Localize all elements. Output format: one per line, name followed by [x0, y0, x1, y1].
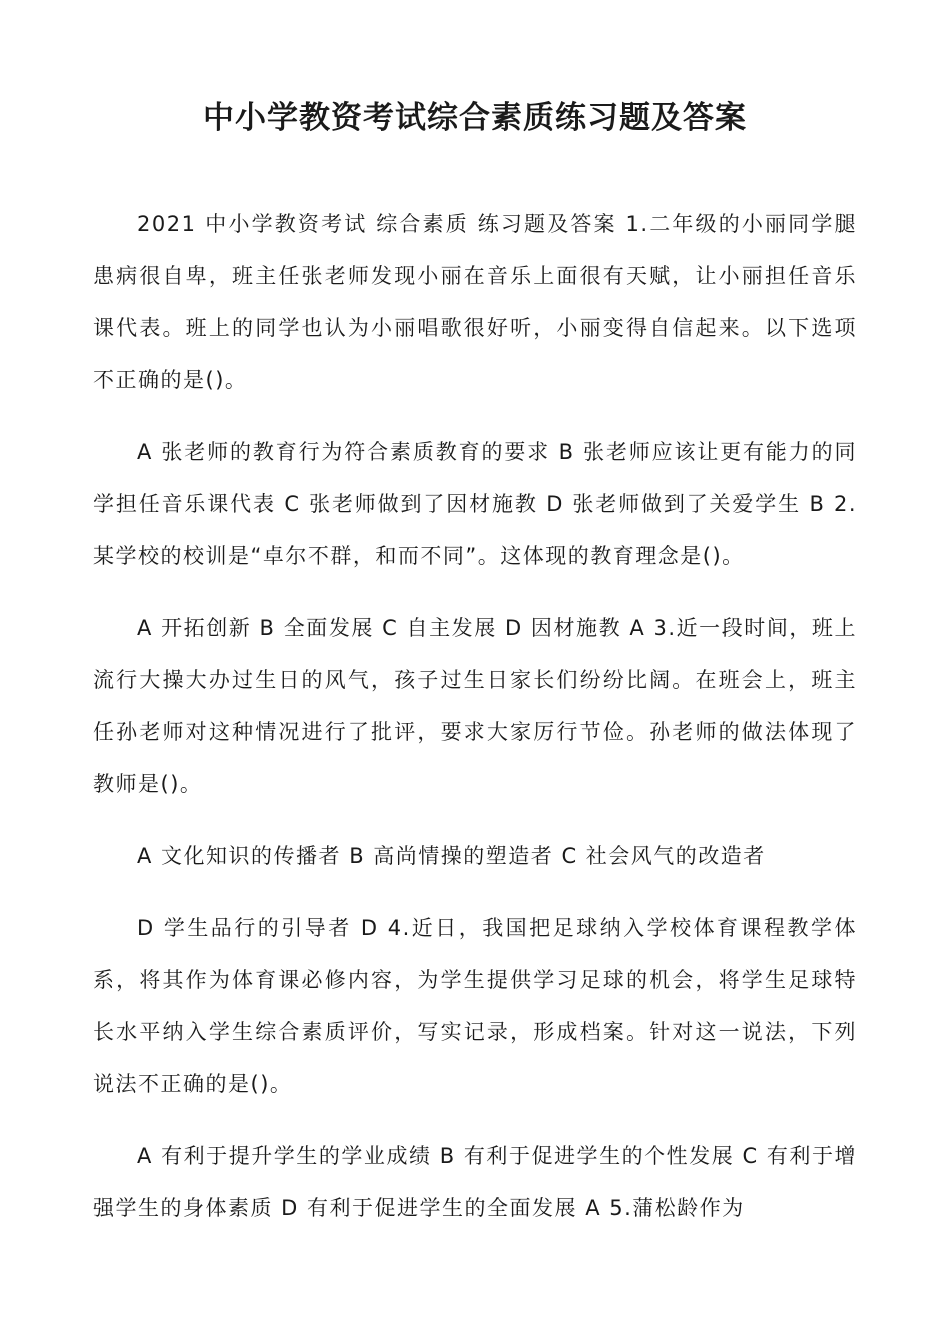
paragraph-question-1-options: A 张老师的教育行为符合素质教育的要求 B 张老师应该让更有能力的同学担任音乐课代表 C 张老师做到了因材施教 D 张老师做到了关爱学生 B 2.某学校的校训是“卓尔不群，和而不同”。这体现的教育理念是()。: [93, 440, 857, 568]
paragraph-question-4: D 学生品行的引导者 D 4.近日，我国把足球纳入学校体育课程教学体系，将其作为体育课必修内容，为学生提供学习足球的机会，将学生足球特长水平纳入学生综合素质评价，写实记录，形成档案。针对这一说法，下列说法不正确的是()。: [93, 916, 857, 1096]
page-title: 中小学教资考试综合素质练习题及答案: [203, 100, 747, 136]
paragraph-question-4-options: A 有利于提升学生的学业成绩 B 有利于促进学生的个性发展 C 有利于增强学生的身体素质 D 有利于促进学生的全面发展 A 5.蒲松龄作为: [93, 1144, 857, 1220]
paragraph-question-3-options: A 文化知识的传播者 B 高尚情操的塑造者 C 社会风气的改造者: [137, 844, 766, 868]
paragraph-question-1: 2021 中小学教资考试 综合素质 练习题及答案 1.二年级的小丽同学腿患病很自卑，班主任张老师发现小丽在音乐上面很有天赋，让小丽担任音乐课代表。班上的同学也认为小丽唱歌很好听，小丽变得自信起来。以下选项不正确的是()。: [93, 212, 857, 392]
document-body: [93, 198, 857, 1254]
paragraph-question-2-options: A 开拓创新 B 全面发展 C 自主发展 D 因材施教 A 3.近一段时间，班上流行大操大办过生日的风气，孩子过生日家长们纷纷比阔。在班会上，班主任孙老师对这种情况进行了批评，要求大家厉行节俭。孙老师的做法体现了教师是()。: [93, 616, 857, 796]
